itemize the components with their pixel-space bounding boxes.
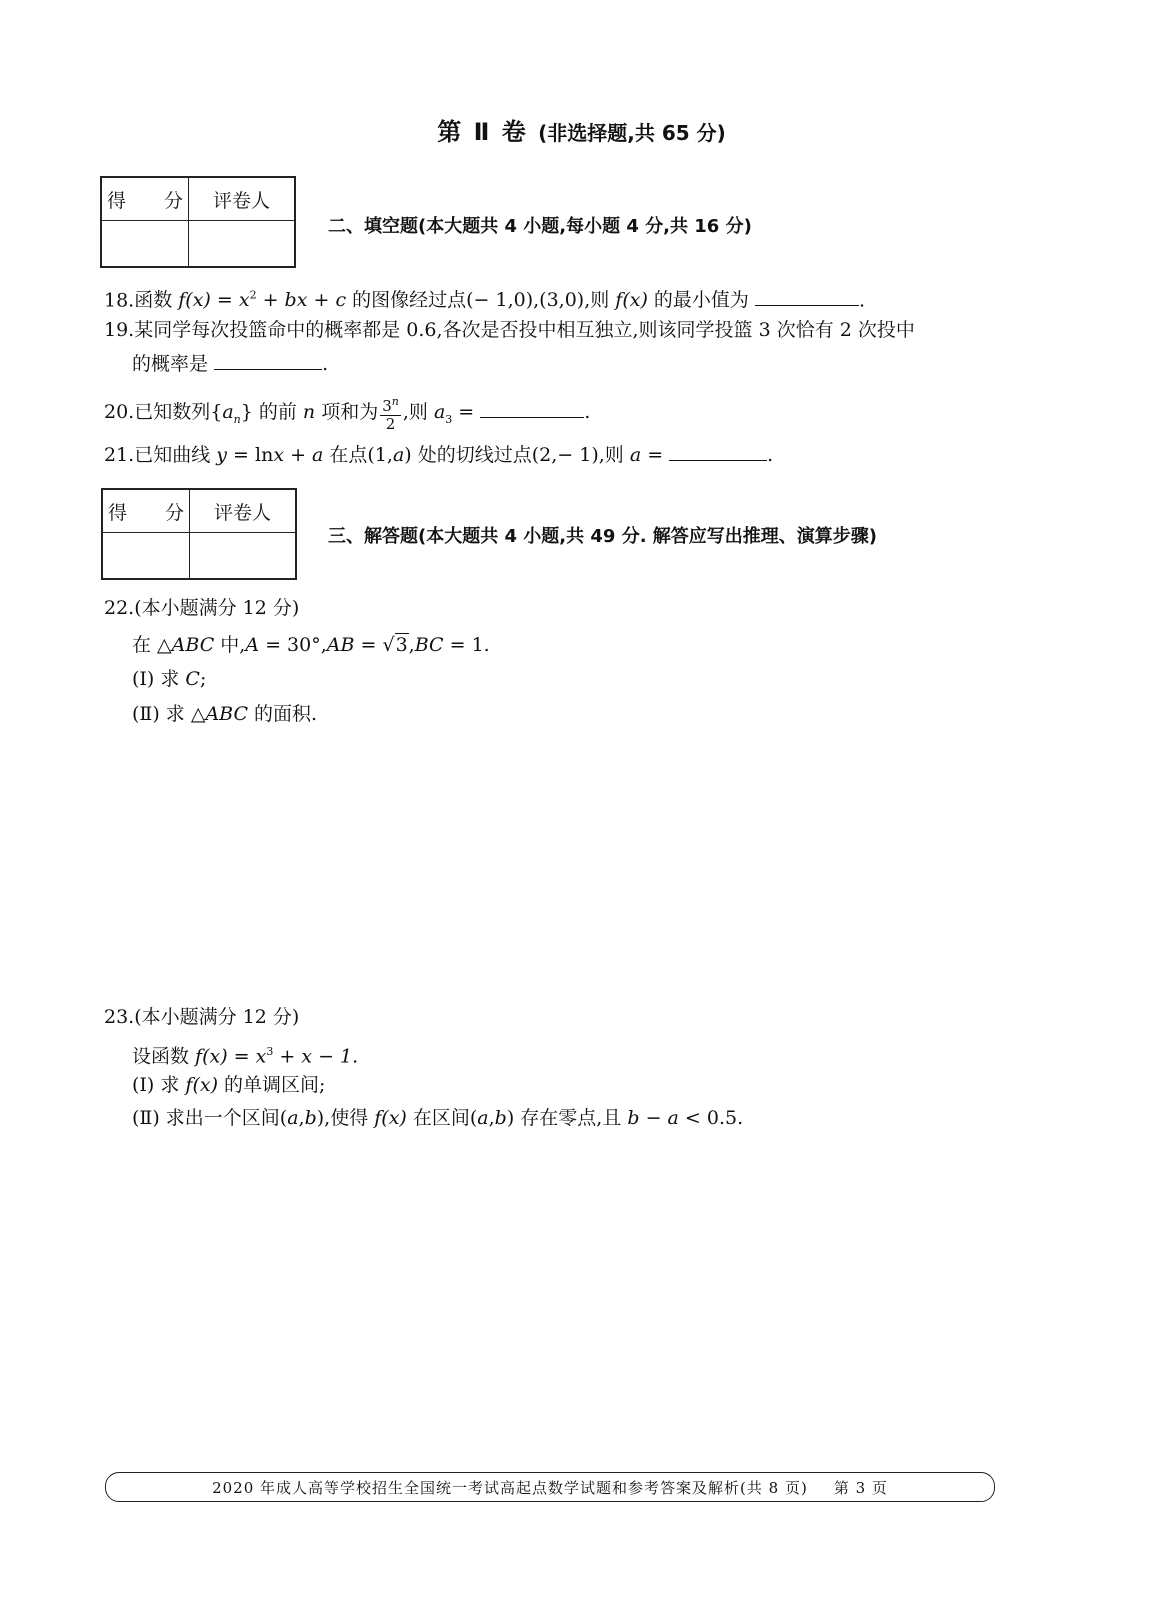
score-cell[interactable]: [101, 221, 189, 268]
section3-heading: 三、解答题(本大题共 4 小题,共 49 分. 解答应写出推理、演算步骤): [328, 526, 878, 547]
q22-part2: (Ⅱ) 求 △ABC 的面积.: [132, 703, 318, 725]
score-header: 得 分: [101, 177, 189, 221]
q21-number: 21.: [104, 444, 135, 466]
q19-text-line1: 某同学每次投篮命中的概率都是 0.6,各次是否投中相互独立,则该同学投篮 3 次恰有 2 次投中: [134, 319, 915, 341]
footer-title: 2020 年成人高等学校招生全国统一考试高起点数学试题和参考答案及解析(共 8 页): [212, 1479, 808, 1497]
score-box-section3: [101, 488, 297, 580]
title-main: 第 Ⅱ 卷: [437, 118, 528, 146]
q23-part1: (Ⅰ) 求 f(x) 的单调区间;: [132, 1074, 326, 1096]
sqrt-symbol: √3: [382, 634, 408, 656]
question-18: 18.函数 $f(x) = x^2$ + bx + c 的图像经过点(− 1,0),(3,0),则 f(x) 的最小值为 .: [104, 289, 866, 312]
q22-header: 22.(本小题满分 12 分): [104, 597, 300, 619]
q22-part1: (Ⅰ) 求 C;: [132, 668, 207, 690]
grader-header: 评卷人: [189, 177, 296, 221]
page-title: [0, 112, 1163, 147]
question-19: [104, 316, 915, 344]
q22-condition: 在 △ABC 中,A = 30°,AB = √3,BC = 1.: [132, 631, 490, 659]
q21-answer-blank[interactable]: [669, 446, 767, 461]
q19-number: 19.: [104, 319, 135, 341]
grader-cell[interactable]: [189, 221, 296, 268]
question-21: 21.已知曲线 y = lnx + a 在点(1,a) 处的切线过点(2,− 1),则 a = .: [104, 444, 774, 466]
score-box-section2: [100, 176, 296, 268]
section2-heading: 二、填空题(本大题共 4 小题,每小题 4 分,共 16 分): [328, 216, 752, 237]
grader-header: 评卷人: [190, 489, 297, 533]
q19-answer-blank[interactable]: [214, 355, 322, 370]
q20-answer-blank[interactable]: [480, 403, 584, 418]
q20-number: 20.: [104, 401, 135, 423]
q18-answer-blank[interactable]: [755, 291, 859, 306]
q18-text: 函数 $f(x) = x^2$ + bx + c 的图像经过点(− 1,0),(3,0),则 f(x) 的最小值为: [134, 289, 749, 312]
q23-condition: 设函数 $f(x) = x^3 + x - 1$.: [132, 1045, 359, 1068]
score-header: 得 分: [102, 489, 190, 533]
page-number: 第 3 页: [833, 1479, 888, 1497]
q23-part2: (Ⅱ) 求出一个区间(a,b),使得 f(x) 在区间(a,b) 存在零点,且 b − a < 0.5.: [132, 1107, 744, 1129]
score-cell[interactable]: [102, 533, 190, 580]
q20-fraction: $\frac{3^n}{2}$: [382, 395, 399, 433]
title-subtitle: (非选择题,共 65 分): [538, 121, 726, 145]
q18-number: 18.: [104, 289, 135, 312]
grader-cell[interactable]: [190, 533, 297, 580]
question-20: 20.已知数列$\{a_n\}$ 的前 n 项和为 $\frac{3^n}{2}$ ,则 $a_3$ = .: [104, 395, 591, 433]
q19-text-line2: 的概率是: [132, 353, 209, 375]
question-19-line2: 的概率是 .: [132, 353, 329, 375]
q23-header: 23.(本小题满分 12 分): [104, 1006, 300, 1028]
footer: [105, 1477, 995, 1498]
